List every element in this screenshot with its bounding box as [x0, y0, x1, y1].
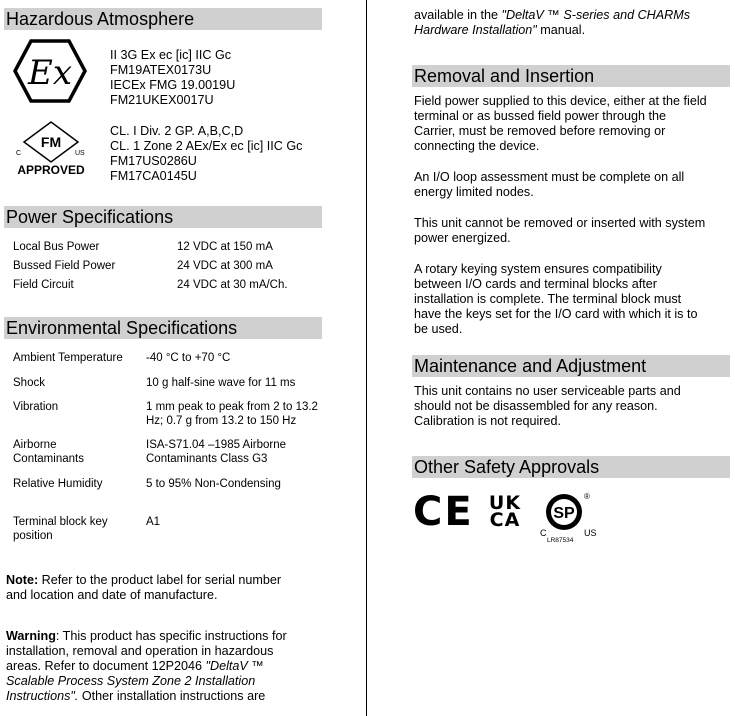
ukca-mark-icon	[484, 492, 526, 531]
ukca-top: UK	[488, 492, 522, 514]
fm-line: FM17CA0145U	[110, 169, 197, 183]
maintenance-heading: Maintenance and Adjustment	[412, 355, 730, 377]
env-label: position	[13, 530, 53, 542]
env-value: 5 to 95% Non-Condensing	[146, 478, 281, 490]
removal-line: power energized.	[414, 231, 511, 245]
power-label: Local Bus Power	[13, 241, 100, 253]
removal-heading: Removal and Insertion	[412, 65, 730, 87]
warning-segment: Other installation instructions are	[78, 689, 266, 703]
power-label: Bussed Field Power	[13, 260, 116, 272]
env-label: Relative Humidity	[13, 478, 103, 490]
other-approvals-heading: Other Safety Approvals	[412, 456, 730, 478]
fm-logo-right: US	[75, 150, 85, 157]
csa-number: LR87534	[547, 537, 574, 544]
warning-label: Warning	[6, 629, 56, 643]
fm-logo-left: C	[16, 150, 22, 157]
ex-logo-icon	[12, 38, 88, 104]
note-line: Refer to the product label for serial number	[38, 573, 282, 587]
note-text	[6, 573, 281, 588]
fm-line: CL. I Div. 2 GP. A,B,C,D	[110, 124, 244, 138]
warning-line	[6, 689, 265, 704]
power-label: Field Circuit	[13, 279, 74, 291]
removal-line: terminal or as bussed field power through the	[414, 109, 667, 123]
continuation-segment: manual.	[536, 23, 586, 37]
env-value: Hz; 0.7 g from 13.2 to 150 Hz	[146, 415, 297, 427]
power-value: 24 VDC at 300 mA	[177, 260, 273, 272]
power-value: 12 VDC at 150 mA	[177, 241, 273, 253]
removal-line: This unit cannot be removed or inserted with system	[414, 216, 706, 230]
continuation-line	[414, 23, 585, 38]
ex-line: IECEx FMG 19.0019U	[110, 78, 236, 92]
env-value: 1 mm peak to peak from 2 to 13.2	[146, 401, 318, 413]
env-value: A1	[146, 516, 161, 528]
continuation-line	[414, 8, 690, 23]
fm-logo-bottom: APPROVED	[17, 163, 85, 177]
env-value: ISA-S71.04 –1985 Airborne	[146, 439, 287, 451]
env-value: 10 g half-sine wave for 11 ms	[146, 377, 296, 389]
maintenance-line: This unit contains no user serviceable parts and	[414, 384, 681, 398]
csa-left: C	[540, 528, 547, 538]
csa-right: US	[584, 528, 597, 538]
warning-line: : This product has specific instructions for	[55, 629, 287, 643]
removal-line: Carrier, must be removed before removing or	[414, 124, 666, 138]
warning-text	[6, 629, 287, 644]
continuation-segment: available in the	[414, 8, 502, 22]
warning-doc-title: "DeltaV ™	[205, 659, 264, 673]
removal-line: An I/O loop assessment must be complete on all	[414, 170, 685, 184]
ex-line: II 3G Ex ec [ic] IIC Gc	[110, 48, 232, 62]
power-heading: Power Specifications	[4, 206, 322, 228]
env-value: Contaminants Class G3	[146, 453, 268, 465]
environmental-heading: Environmental Specifications	[4, 317, 322, 339]
maintenance-line: Calibration is not required.	[414, 414, 562, 428]
env-label: Vibration	[13, 401, 59, 413]
removal-line: installation is complete. The terminal block must	[414, 292, 682, 306]
fm-logo-center: FM	[40, 134, 62, 150]
note-label: Note:	[6, 573, 39, 587]
ex-logo-text: Ex	[28, 53, 72, 93]
warning-line	[6, 659, 264, 674]
env-label: Ambient Temperature	[13, 352, 123, 364]
continuation-doc-title: Hardware Installation"	[414, 23, 537, 37]
hazardous-heading: Hazardous Atmosphere	[4, 8, 322, 30]
env-label: Terminal block key	[13, 516, 108, 528]
ukca-bottom: CA	[489, 509, 521, 531]
note-line: and location and date of manufacture.	[6, 588, 218, 602]
warning-line: installation, removal and operation in hazardous	[6, 644, 274, 658]
removal-line: be used.	[414, 322, 463, 336]
removal-line: energy limited nodes.	[414, 185, 534, 199]
ce-mark-icon: CE	[413, 489, 474, 535]
csa-reg: ®	[584, 492, 590, 501]
removal-line: A rotary keying system ensures compatibility	[414, 262, 662, 276]
csa-mark-icon	[538, 488, 608, 544]
removal-line: have the keys set for the I/O card with which it is to	[414, 307, 698, 321]
ex-line: FM19ATEX0173U	[110, 63, 212, 77]
removal-line: connecting the device.	[414, 139, 540, 153]
ex-line: FM21UKEX0017U	[110, 93, 214, 107]
power-value: 24 VDC at 30 mA/Ch.	[177, 279, 288, 291]
csa-center: SP	[553, 505, 575, 522]
fm-line: FM17US0286U	[110, 154, 197, 168]
removal-line: between I/O cards and terminal blocks after	[414, 277, 657, 291]
fm-approved-logo-icon	[10, 120, 92, 178]
warning-doc-title: Instructions".	[6, 689, 79, 703]
env-label: Contaminants	[13, 453, 84, 465]
fm-line: CL. 1 Zone 2 AEx/Ex ec [ic] IIC Gc	[110, 139, 303, 153]
env-label: Airborne	[13, 439, 57, 451]
env-label: Shock	[13, 377, 45, 389]
continuation-doc-title: "DeltaV ™ S-series and CHARMs	[501, 8, 691, 22]
env-value: -40 °C to +70 °C	[146, 352, 231, 364]
column-divider	[366, 0, 367, 716]
maintenance-line: should not be disassembled for any reason.	[414, 399, 658, 413]
warning-segment: areas. Refer to document 12P2046	[6, 659, 206, 673]
removal-line: Field power supplied to this device, either at the field	[414, 94, 707, 108]
warning-doc-title: Scalable Process System Zone 2 Installation	[6, 674, 256, 688]
